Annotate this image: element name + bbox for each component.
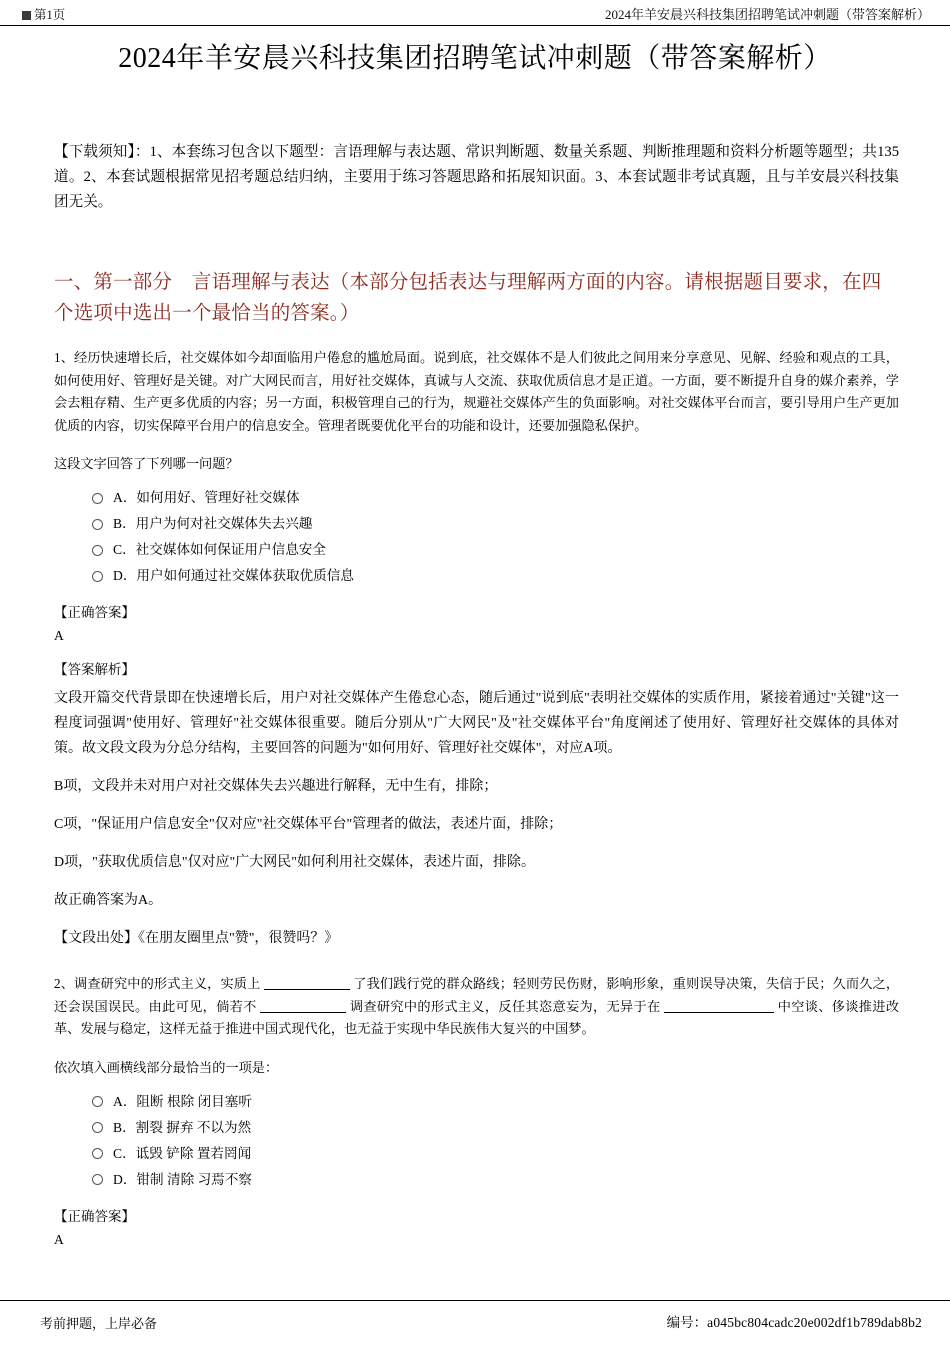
radio-icon[interactable] (92, 545, 103, 556)
option-c[interactable] (92, 1141, 899, 1167)
option-letter: C． (113, 1145, 136, 1161)
question-2-body (54, 973, 899, 1041)
option-a[interactable] (92, 485, 899, 511)
analysis-paragraph: B项，文段并未对用户对社交媒体失去兴趣进行解释，无中生有，排除； (54, 779, 498, 794)
question-1-body: 1、经历快速增长后，社交媒体如今却面临用户倦怠的尴尬局面。说到底，社交媒体不是人们彼此之间用来分享意见、见解、经验和观点的工具，如何使用好、管理好是关键。对广大网民而言，用好社交媒体，真诚与人交流、获取优质信息才是正道。一方面，要不断提升自身的媒介素养，学会去粗存精、生产更多优质的内容；另一方面，积极管理自己的行为，规避社交媒体产生的负面影响。对社交媒体平台而言，要引导用户生产更加优质的内容，切实保障平台用户的信息安全。管理者既要优化平台的功能和设计，还要加强隐私保护。 (54, 350, 899, 433)
question-1-prompt: 这段文字回答了下列哪一问题？ (54, 456, 239, 471)
option-text: 用户如何通过社交媒体获取优质信息 (136, 568, 354, 583)
option-letter: B． (113, 1119, 136, 1135)
option-letter: B． (113, 516, 136, 531)
blank-2 (260, 1012, 346, 1013)
option-text: 用户为何对社交媒体失去兴趣 (135, 516, 313, 531)
footer-slogan: 考前押题，上岸必备 (40, 1316, 158, 1331)
question-2-answer-tag: 【正确答案】 (54, 1208, 135, 1224)
question-2-text-part-1: 2、调查研究中的形式主义，实质上 (54, 976, 264, 991)
radio-icon[interactable] (92, 571, 103, 582)
option-letter: A． (113, 490, 137, 505)
option-letter: A． (113, 1093, 137, 1109)
option-b[interactable] (92, 511, 899, 537)
analysis-paragraph: 故正确答案为A。 (54, 893, 163, 908)
document-body (54, 140, 899, 1262)
question-1-answer: A (54, 628, 64, 643)
page-footer (0, 1300, 950, 1345)
question-2-options (92, 1089, 899, 1193)
option-b[interactable] (92, 1115, 899, 1141)
option-letter: D． (113, 568, 137, 583)
download-notice: 【下载须知】：1、本套练习包含以下题型：言语理解与表达题、常识判断题、数量关系题、判断推理题和资料分析题等题型；共135道。2、本套试题根据常见招考题总结归纳，主要用于练习答题思路和拓展知识面。3、本套试题非考试真题，且与羊安晨兴科技集团无关。 (54, 144, 899, 210)
footer-code (667, 1311, 922, 1331)
option-d[interactable] (92, 1167, 899, 1193)
analysis-paragraph: D项，"获取优质信息"仅对应"广大网民"如何利用社交媒体，表述片面，排除。 (54, 855, 535, 870)
radio-icon[interactable] (92, 1122, 103, 1133)
option-text: 钳制 清除 习焉不察 (136, 1171, 252, 1187)
question-block (54, 973, 899, 1250)
option-text: 社交媒体如何保证用户信息安全 (135, 542, 326, 557)
option-letter: D． (113, 1171, 137, 1187)
page-title: 2024年羊安晨兴科技集团招聘笔试冲刺题（带答案解析） (118, 43, 832, 74)
analysis-paragraph: 文段开篇交代背景即在快速增长后，用户对社交媒体产生倦怠心态，随后通过"说到底"表明社交媒体的实质作用，紧接着通过"关键"这一程度词强调"使用好、管理好"社交媒体很重要。随后分别从"广大网民"及"社交媒体平台"角度阐述了使用好、管理好社交媒体的具体对策。故文段文段为分总分结构，主要回答的问题为"如何用好、管理好社交媒体"，对应A项。 (54, 691, 899, 756)
page-marker-icon (22, 11, 31, 20)
question-2-answer: A (54, 1231, 64, 1247)
question-block (54, 347, 899, 951)
question-1-answer-tag: 【正确答案】 (54, 605, 135, 620)
header-running-title: 2024年羊安晨兴科技集团招聘笔试冲刺题（带答案解析） (604, 7, 930, 22)
radio-icon[interactable] (92, 1096, 103, 1107)
radio-icon[interactable] (92, 519, 103, 530)
source-tag: 【文段出处】 (54, 931, 138, 946)
analysis-paragraph: C项，"保证用户信息安全"仅对应"社交媒体平台"管理者的做法，表述片面，排除； (54, 817, 563, 832)
page-header (0, 0, 950, 26)
footer-code-label: 编号： (666, 1315, 708, 1330)
question-1-options (92, 485, 899, 589)
option-text: 阻断 根除 闭目塞听 (136, 1093, 252, 1109)
option-c[interactable] (92, 537, 899, 563)
question-2-text-part-3: 调查研究中的形式主义，反任其恣意妄为，无异于在 (346, 998, 665, 1014)
section-heading: 一、第一部分 言语理解与表达（本部分包括表达与理解两方面的内容。请根据题目要求，在四个选项中选出一个最恰当的答案。） (54, 272, 882, 324)
option-letter: C． (113, 542, 136, 557)
question-2-text-part-4: 中空谈、侈谈推进改革、发展与稳定，这样无益于推进中国式现代化，也无益于实现中华民族伟大复兴的中国梦。 (54, 998, 900, 1036)
radio-icon[interactable] (92, 1148, 103, 1159)
blank-3 (664, 1012, 774, 1013)
option-text: 如何用好、管理好社交媒体 (136, 490, 300, 505)
question-2-text-part-2: 了我们践行党的群众路线；轻则劳民伤财，影响形象，重则误导决策，失信于民；久而久之，还会误国误民。由此可见，倘若不 (54, 976, 900, 1014)
footer-code-value: a045bc804cadc20e002df1b789dab8b2 (707, 1315, 922, 1330)
radio-icon[interactable] (92, 493, 103, 504)
page-label-text: 第1页 (34, 8, 66, 22)
header-page-number (22, 5, 65, 23)
option-a[interactable] (92, 1089, 899, 1115)
option-text: 诋毁 铲除 置若罔闻 (135, 1145, 252, 1161)
question-1-analysis-tag: 【答案解析】 (54, 662, 135, 677)
source-text: 《在朋友圈里点"赞"，很赞吗？》 (138, 931, 339, 946)
option-text: 割裂 摒弃 不以为然 (135, 1119, 252, 1135)
question-1-source (54, 927, 899, 951)
radio-icon[interactable] (92, 1174, 103, 1185)
question-2-prompt: 依次填入画横线部分最恰当的一项是： (54, 1059, 279, 1075)
option-d[interactable] (92, 563, 899, 589)
blank-1 (264, 989, 350, 990)
